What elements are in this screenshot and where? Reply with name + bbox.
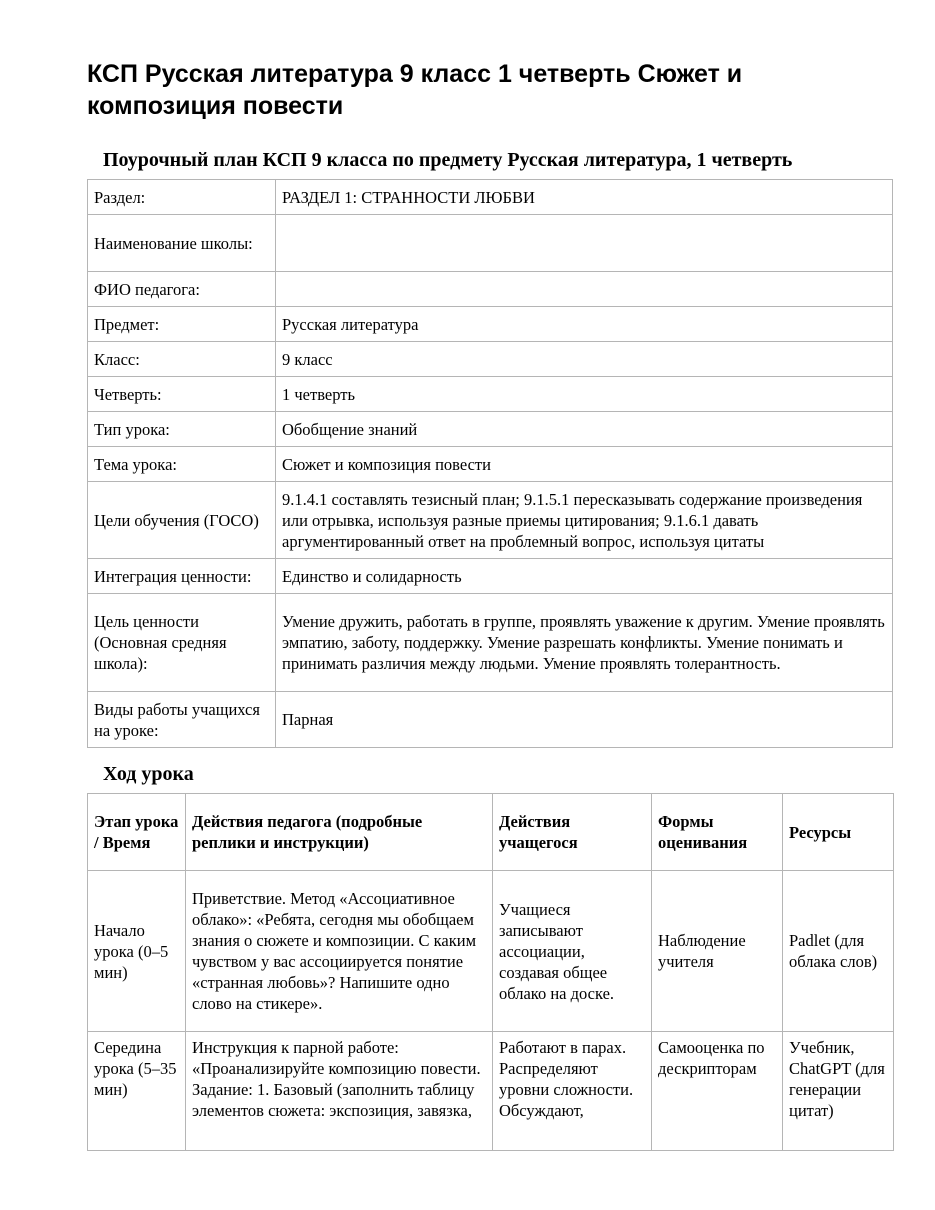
table-row: [88, 594, 893, 692]
plan-heading: Поурочный план КСП 9 класса по предмету Русская литература, 1 четверть: [103, 149, 793, 171]
table-row: [88, 692, 893, 748]
table-row: [88, 307, 893, 342]
info-value: 9 класс: [276, 342, 893, 377]
table-row: [88, 447, 893, 482]
table-row: [88, 180, 893, 215]
info-label: Интеграция ценности:: [88, 559, 276, 594]
table-row: [88, 342, 893, 377]
table-row: [88, 559, 893, 594]
info-value: [276, 272, 893, 307]
info-label: Цель ценности (Основная средняя школа):: [88, 594, 276, 692]
info-label: ФИО педагога:: [88, 272, 276, 307]
assessment-cell: Самооценка по дескрипторам: [652, 1032, 783, 1151]
table-row: [88, 272, 893, 307]
header-resources: Ресурсы: [783, 794, 894, 871]
info-value: [276, 215, 893, 272]
lesson-info-table: [87, 179, 893, 748]
info-value: Умение дружить, работать в группе, проявлять уважение к другим. Умение проявлять эмпатию, заботу, поддержку. Умение разрешать конфликты. Умение понимать и принимать различия между людьми. Умение проявлять толерантность.: [276, 594, 893, 692]
assessment-cell: Наблюдение учителя: [652, 871, 783, 1032]
stage-cell: Середина урока (5–35 мин): [88, 1032, 186, 1151]
table-row: [88, 412, 893, 447]
teacher-actions-cell: Приветствие. Метод «Ассоциативное облако»: «Ребята, сегодня мы обобщаем знания о сюжете и композиции. С каким чувством у вас ассоциируется понятие «странная любовь»? Напишите одно слово на стикере».: [186, 871, 493, 1032]
lesson-heading: Ход урока: [103, 763, 194, 785]
info-value: 9.1.4.1 составлять тезисный план; 9.1.5.1 пересказывать содержание произведения или отрывка, используя разные приемы цитирования; 9.1.6.1 давать аргументированный ответ на проблемный вопрос, используя цитаты: [276, 482, 893, 559]
student-actions-cell: Учащиеся записывают ассоциации, создавая общее облако на доске.: [493, 871, 652, 1032]
resources-cell: Padlet (для облака слов): [783, 871, 894, 1032]
info-value: Обобщение знаний: [276, 412, 893, 447]
header-student-actions: Действия учащегося: [493, 794, 652, 871]
info-label: Раздел:: [88, 180, 276, 215]
info-label: Четверть:: [88, 377, 276, 412]
document-title: КСП Русская литература 9 класс 1 четверть Сюжет и композиция повести: [87, 60, 743, 120]
info-value: Парная: [276, 692, 893, 748]
table-header-row: [88, 794, 894, 871]
header-stage: Этап урока / Время: [88, 794, 186, 871]
info-label: Предмет:: [88, 307, 276, 342]
info-value: РАЗДЕЛ 1: СТРАННОСТИ ЛЮБВИ: [276, 180, 893, 215]
info-label: Цели обучения (ГОСО): [88, 482, 276, 559]
info-label: Класс:: [88, 342, 276, 377]
info-label: Тема урока:: [88, 447, 276, 482]
teacher-actions-cell: Инструкция к парной работе: «Проанализируйте композицию повести. Задание: 1. Базовый (заполнить таблицу элементов сюжета: экспозиция, завязка,: [186, 1032, 493, 1151]
info-value: Сюжет и композиция повести: [276, 447, 893, 482]
info-value: 1 четверть: [276, 377, 893, 412]
info-label: Наименование школы:: [88, 215, 276, 272]
info-label: Тип урока:: [88, 412, 276, 447]
student-actions-cell: Работают в парах. Распределяют уровни сложности. Обсуждают,: [493, 1032, 652, 1151]
info-label: Виды работы учащихся на уроке:: [88, 692, 276, 748]
table-row: [88, 1032, 894, 1151]
table-row: [88, 871, 894, 1032]
lesson-flow-table: [87, 793, 894, 1151]
resources-cell: Учебник, ChatGPT (для генерации цитат): [783, 1032, 894, 1151]
table-row: [88, 377, 893, 412]
info-value: Русская литература: [276, 307, 893, 342]
table-row: [88, 482, 893, 559]
stage-cell: Начало урока (0–5 мин): [88, 871, 186, 1032]
table-row: [88, 215, 893, 272]
header-teacher-actions: Действия педагога (подробные реплики и инструкции): [186, 794, 493, 871]
header-assessment: Формы оценивания: [652, 794, 783, 871]
info-value: Единство и солидарность: [276, 559, 893, 594]
